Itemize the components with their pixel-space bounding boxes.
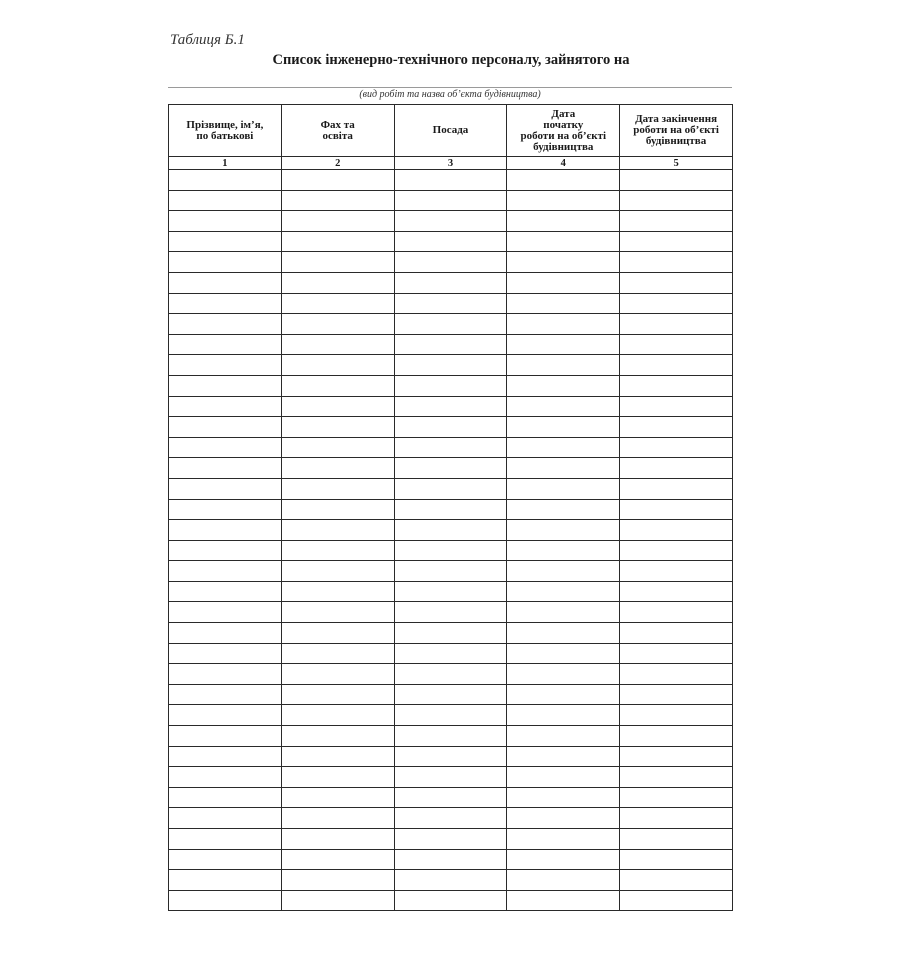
table-cell[interactable] [620,684,733,705]
table-cell[interactable] [394,849,507,870]
table-cell[interactable] [620,623,733,644]
table-cell[interactable] [394,602,507,623]
table-row [169,643,733,664]
table-row [169,664,733,685]
table-cell[interactable] [169,829,282,850]
table-row [169,787,733,808]
table-cell[interactable] [620,870,733,891]
fill-in-line[interactable] [168,87,732,88]
table-cell[interactable] [394,437,507,458]
table-cell[interactable] [281,643,394,664]
column-number: 5 [620,157,733,170]
table-cell[interactable] [507,293,620,314]
table-cell[interactable] [281,829,394,850]
table-cell[interactable] [281,396,394,417]
table-cell[interactable] [507,437,620,458]
table-row [169,623,733,644]
table-cell[interactable] [281,252,394,273]
column-number: 2 [281,157,394,170]
table-cell[interactable] [620,375,733,396]
table-row [169,437,733,458]
table-cell[interactable] [281,684,394,705]
table-cell[interactable] [394,890,507,911]
table-cell[interactable] [620,396,733,417]
table-cell[interactable] [281,890,394,911]
table-cell[interactable] [169,581,282,602]
table-cell[interactable] [507,581,620,602]
table-row [169,890,733,911]
table-cell[interactable] [169,767,282,788]
table-cell[interactable] [620,437,733,458]
table-cell[interactable] [507,664,620,685]
table-row [169,849,733,870]
table-cell[interactable] [169,520,282,541]
table-row [169,375,733,396]
table-cell[interactable] [620,190,733,211]
fill-in-caption: (вид робіт та назва об’єкта будівництва) [359,89,541,100]
table-row [169,190,733,211]
table-cell[interactable] [281,417,394,438]
table-cell[interactable] [507,684,620,705]
table-row [169,767,733,788]
table-cell[interactable] [620,170,733,191]
table-cell[interactable] [507,870,620,891]
table-cell[interactable] [394,458,507,479]
table-cell[interactable] [394,231,507,252]
table-cell[interactable] [620,293,733,314]
table-cell[interactable] [507,417,620,438]
table-cell[interactable] [281,664,394,685]
table-cell[interactable] [394,520,507,541]
table-cell[interactable] [620,890,733,911]
table-cell[interactable] [394,540,507,561]
table-cell[interactable] [169,870,282,891]
table-cell[interactable] [169,643,282,664]
table-cell[interactable] [507,478,620,499]
table-cell[interactable] [169,890,282,911]
table-cell[interactable] [394,272,507,293]
table-cell[interactable] [507,231,620,252]
table-row [169,478,733,499]
table-cell[interactable] [507,540,620,561]
table-cell[interactable] [620,664,733,685]
table-cell[interactable] [394,808,507,829]
table-row [169,870,733,891]
table-cell[interactable] [507,170,620,191]
table-cell[interactable] [620,355,733,376]
table-cell[interactable] [507,767,620,788]
table-cell[interactable] [281,849,394,870]
table-cell[interactable] [169,684,282,705]
table-cell[interactable] [169,787,282,808]
table-cell[interactable] [281,705,394,726]
table-cell[interactable] [620,705,733,726]
table-cell[interactable] [281,499,394,520]
table-cell[interactable] [281,334,394,355]
table-row [169,684,733,705]
column-header-specialty: Фах та освіта [281,105,394,157]
table-cell[interactable] [169,334,282,355]
table-cell[interactable] [507,375,620,396]
table-cell[interactable] [394,417,507,438]
table-cell[interactable] [394,314,507,335]
table-cell[interactable] [394,499,507,520]
table-cell[interactable] [620,252,733,273]
table-row [169,211,733,232]
table-cell[interactable] [169,746,282,767]
table-cell[interactable] [281,355,394,376]
table-cell[interactable] [169,705,282,726]
table-cell[interactable] [620,602,733,623]
table-cell[interactable] [169,540,282,561]
table-cell[interactable] [394,623,507,644]
document-title: Список інженерно-технічного персоналу, зайнятого на [272,52,630,68]
table-cell[interactable] [169,417,282,438]
table-cell[interactable] [507,849,620,870]
table-cell[interactable] [394,170,507,191]
table-cell[interactable] [169,211,282,232]
table-cell[interactable] [394,581,507,602]
table-cell[interactable] [281,478,394,499]
table-cell[interactable] [394,746,507,767]
table-cell[interactable] [281,293,394,314]
table-cell[interactable] [281,272,394,293]
table-row [169,252,733,273]
table-row [169,458,733,479]
table-cell[interactable] [507,808,620,829]
table-header-row [169,105,733,157]
table-cell[interactable] [620,314,733,335]
table-cell[interactable] [169,808,282,829]
table-cell[interactable] [281,726,394,747]
table-cell[interactable] [507,829,620,850]
table-cell[interactable] [507,520,620,541]
table-cell[interactable] [281,746,394,767]
table-cell[interactable] [620,520,733,541]
table-cell[interactable] [507,314,620,335]
table-cell[interactable] [620,231,733,252]
column-header-position: Посада [394,105,507,157]
table-cell[interactable] [507,334,620,355]
table-cell[interactable] [394,190,507,211]
table-cell[interactable] [394,334,507,355]
table-cell[interactable] [620,746,733,767]
table-cell[interactable] [507,211,620,232]
table-cell[interactable] [620,643,733,664]
table-label: Таблиця Б.1 [170,32,245,48]
column-number-row [169,157,733,170]
column-header-start-date: Дата початку роботи на об’єкті будівництва [507,105,620,157]
table-cell[interactable] [281,808,394,829]
table-cell[interactable] [169,170,282,191]
table-cell[interactable] [394,705,507,726]
table-row [169,829,733,850]
table-cell[interactable] [169,231,282,252]
table-row [169,808,733,829]
table-cell[interactable] [169,664,282,685]
column-header-end-date: Дата закінчення роботи на об’єкті будівництва [620,105,733,157]
table-cell[interactable] [507,705,620,726]
table-cell[interactable] [620,849,733,870]
table-cell[interactable] [169,375,282,396]
table-row [169,334,733,355]
table-row [169,293,733,314]
table-cell[interactable] [169,499,282,520]
table-row [169,581,733,602]
table-cell[interactable] [620,211,733,232]
table-cell[interactable] [394,252,507,273]
table-cell[interactable] [281,375,394,396]
table-cell[interactable] [620,581,733,602]
table-cell[interactable] [281,190,394,211]
table-cell[interactable] [281,437,394,458]
table-cell[interactable] [394,664,507,685]
column-number: 4 [507,157,620,170]
table-cell[interactable] [620,334,733,355]
table-cell[interactable] [620,808,733,829]
table-cell[interactable] [169,396,282,417]
table-cell[interactable] [169,623,282,644]
table-row [169,170,733,191]
table-cell[interactable] [281,767,394,788]
table-cell[interactable] [507,602,620,623]
table-cell[interactable] [507,272,620,293]
table-row [169,272,733,293]
table-cell[interactable] [620,561,733,582]
table-row [169,355,733,376]
table-cell[interactable] [394,396,507,417]
table-cell[interactable] [394,767,507,788]
table-cell[interactable] [394,787,507,808]
table-cell[interactable] [507,890,620,911]
table-row [169,561,733,582]
table-cell[interactable] [507,746,620,767]
table-cell[interactable] [169,293,282,314]
table-cell[interactable] [281,561,394,582]
table-cell[interactable] [394,478,507,499]
table-row [169,417,733,438]
table-row [169,499,733,520]
table-cell[interactable] [620,272,733,293]
table-cell[interactable] [169,272,282,293]
table-cell[interactable] [507,787,620,808]
table-row [169,314,733,335]
table-cell[interactable] [169,458,282,479]
table-cell[interactable] [281,211,394,232]
table-cell[interactable] [169,252,282,273]
table-cell[interactable] [169,190,282,211]
table-cell[interactable] [507,190,620,211]
table-row [169,520,733,541]
table-cell[interactable] [394,829,507,850]
table-cell[interactable] [507,499,620,520]
table-cell[interactable] [281,231,394,252]
table-cell[interactable] [281,581,394,602]
table-cell[interactable] [169,849,282,870]
table-cell[interactable] [620,540,733,561]
table-cell[interactable] [394,561,507,582]
table-cell[interactable] [281,787,394,808]
table-cell[interactable] [620,829,733,850]
table-cell[interactable] [620,478,733,499]
table-cell[interactable] [169,602,282,623]
table-cell[interactable] [394,375,507,396]
table-row [169,726,733,747]
table-cell[interactable] [620,726,733,747]
table-cell[interactable] [169,355,282,376]
table-cell[interactable] [394,684,507,705]
table-cell[interactable] [394,726,507,747]
table-cell[interactable] [281,314,394,335]
table-cell[interactable] [169,478,282,499]
table-cell[interactable] [507,561,620,582]
table-cell[interactable] [394,643,507,664]
table-body [169,170,733,911]
table-cell[interactable] [507,458,620,479]
table-cell[interactable] [169,561,282,582]
table-cell[interactable] [394,870,507,891]
table-row [169,231,733,252]
column-number: 3 [394,157,507,170]
column-number: 1 [169,157,282,170]
table-cell[interactable] [281,870,394,891]
table-row [169,705,733,726]
table-cell[interactable] [394,293,507,314]
table-cell[interactable] [394,355,507,376]
table-cell[interactable] [507,355,620,376]
table-cell[interactable] [507,252,620,273]
table-cell[interactable] [281,170,394,191]
table-cell[interactable] [281,602,394,623]
table-cell[interactable] [507,396,620,417]
table-cell[interactable] [507,643,620,664]
personnel-table [168,104,733,911]
table-cell[interactable] [620,787,733,808]
table-cell[interactable] [620,767,733,788]
table-cell[interactable] [281,623,394,644]
table-cell[interactable] [169,314,282,335]
table-cell[interactable] [507,726,620,747]
table-cell[interactable] [281,458,394,479]
column-header-full-name: Прізвище, ім’я, по батькові [169,105,282,157]
table-cell[interactable] [620,417,733,438]
table-row [169,540,733,561]
table-cell[interactable] [281,520,394,541]
table-cell[interactable] [620,499,733,520]
table-row [169,396,733,417]
table-cell[interactable] [620,458,733,479]
table-row [169,602,733,623]
table-cell[interactable] [169,726,282,747]
table-cell[interactable] [169,437,282,458]
table-cell[interactable] [507,623,620,644]
table-cell[interactable] [394,211,507,232]
table-cell[interactable] [281,540,394,561]
table-row [169,746,733,767]
